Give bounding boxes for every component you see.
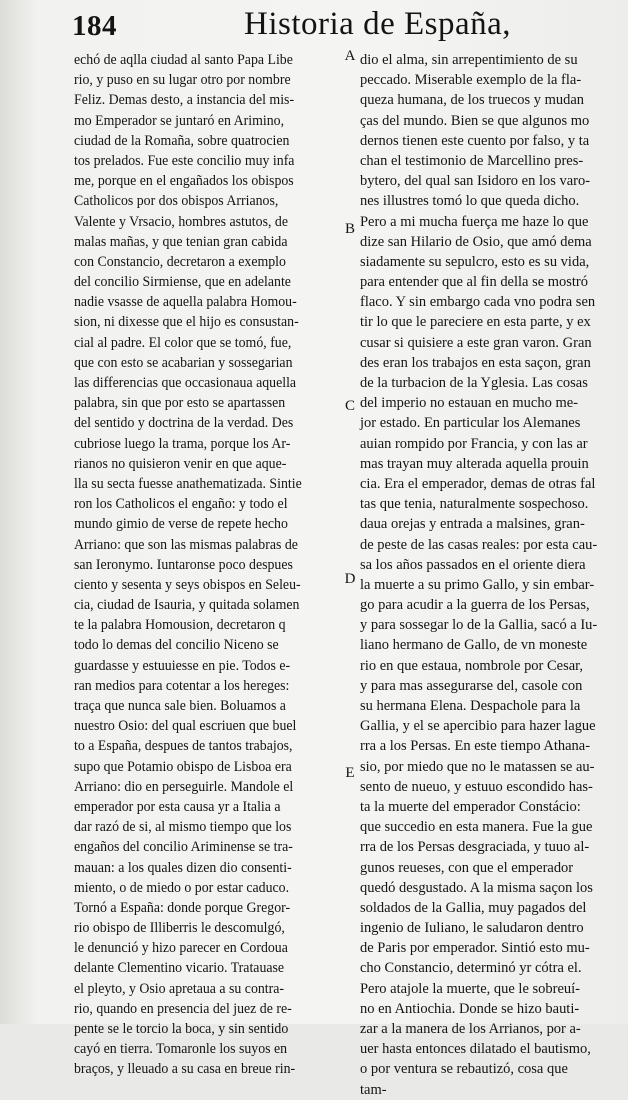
text-line: malas mañas, y que tenian gran cabida [74,233,288,250]
text-line: rianos no quisieron venir en que aque- [74,455,287,472]
text-line: engaños del concilio Ariminense se tra- [74,839,293,856]
margin-letter: E [345,765,355,781]
text-line: ta la muerte del emperador Constácio: [360,798,581,815]
text-line: Gallia, y el se apercibio para hazer lague [360,718,596,735]
page-header [0,4,628,48]
running-title: Historia de España, [244,6,512,42]
text-line: delante Clementino vicario. Tratauase [74,960,285,977]
text-line: Valente y Vrsacio, hombres astutos, de [74,213,288,230]
text-line: de peste de las casas reales: por esta cau- [360,536,598,553]
text-line: emperador por esta causa yr a Italia a [74,798,281,815]
text-line: cia. Era el emperador, demas de otras fal [360,475,596,492]
text-line: Feliz. Demas desto, a instancia del mis- [74,92,295,109]
text-line: tam- [360,1081,387,1098]
text-line: no en Antiochia. Donde se hizo bauti- [360,1000,580,1017]
text-line: rra a los Persas. En este tiempo Athana- [360,738,591,755]
text-line: del imperio no estauan en mucho me- [360,395,578,412]
text-line: ciudad de la Romaña, sobre quatrocien [74,132,290,149]
text-line: flaco. Y sin embargo cada vno podra sen [360,294,596,311]
left-column [74,50,350,1080]
text-line: dernos tienen este cuento por falso, y ta [360,132,590,149]
text-line: braços, y lleuado a su casa en breue rin- [74,1061,296,1078]
text-line: palabra, sin que por esto se apartassen [74,395,286,412]
text-line: quedó desgustado. A la misma saçon los [360,879,593,896]
margin-letter: D [344,571,356,587]
text-line: peccado. Miserable exemplo de la fla- [360,72,582,89]
text-line: miento, o de miedo o por estar caduco. [74,879,290,896]
text-line: mo Emperador se juntaró en Arimino, [74,112,285,129]
text-line: gunos reueses, con que el emperador [360,859,574,876]
text-line: zar a la manera de los Arrianos, por a- [360,1021,581,1037]
text-line: cusar si quisiere a este gran varon. Gran [360,334,592,351]
text-line: o por ventura se rebautizó, cosa que [360,1061,568,1078]
text-line: liano hermano de Gallo, de vn moneste [360,637,588,654]
text-line: siadamente su sepulcro, esto es su vida, [360,253,590,270]
text-line: Catholicos por dos obispos Arrianos, [74,193,279,210]
text-line: dize san Hilario de Osio, que amó dema [360,233,592,250]
text-line: nadie vsasse de aquella palabra Homou- [74,294,297,311]
text-line: que succedio en esta manera. Fue la gue [360,819,593,836]
text-line: el pleyto, y Osio apretaua a su contra- [74,980,285,997]
margin-letter: A [344,48,356,64]
text-line: ciento y sesenta y seys obispos en Seleu- [74,576,301,593]
right-column [360,50,620,1100]
text-line: le denunció y hizo parecer en Cordoua [74,940,288,957]
text-line: mundo gimio de verse de repete hecho [74,516,288,533]
text-line: sio, por miedo que no le matassen se au- [360,758,595,775]
text-line: supo que Potamio obispo de Lisboa era [74,758,292,775]
text-line: del concilio Sirmiense, que en adelante [74,274,291,291]
text-line: auian rompido por Francia, y con las ar [360,435,588,452]
text-line: go para acudir a la guerra de los Persas, [360,597,590,614]
margin-letters [338,0,362,1024]
text-line: y para sossegar lo de la Gallia, sacó a Iu- [360,617,598,634]
text-line: de la turbacion de la Yglesia. Las cosas [360,375,588,391]
text-line: sento de nueuo, y estuuo escondido has- [360,778,593,795]
text-line: con Constancio, decretaron a exemplo [74,253,286,270]
text-line: las differencias que occasionaua aquella [74,375,297,391]
text-line: y para mas assegurarse del, casole con [360,677,583,694]
text-line: de Paris por emperador. Sintió esto mu- [360,940,590,957]
text-line: to a España, despues de tantos trabajos, [74,738,293,755]
page-number: 184 [72,10,117,42]
text-line: lla su secta fuesse anathematizada. Sintie [74,475,302,492]
text-line: te la palabra Homousion, decretaron q [74,617,286,634]
text-line: rio, y puso en su lugar otro por nombre [74,72,291,89]
text-line: daua orejas y entrada a malsines, gran- [360,516,585,533]
text-line: dar razó de si, al mismo tiempo que los [74,819,292,836]
text-line: sa los años passados en el oriente diera [360,556,586,573]
text-line: su hermana Elena. Despachole para la [360,698,581,714]
text-line: me, porque en el engañados los obispos [74,173,294,190]
text-line: mauan: a los quales dizen dio consenti- [74,859,292,876]
text-line: rio en que estaua, nombrole por Cesar, [360,657,584,674]
text-line: que con esto se acabarian y sossegarian [74,354,293,371]
text-line: des eran los trabajos en esta saçon, gran [360,354,591,371]
text-line: san Ieronymo. Iuntaronse poco despues [74,556,293,573]
text-line: ran medios para cotentar a los hereges: [74,677,290,694]
text-line: Pero a mi mucha fuerça me haze lo que [360,213,589,230]
text-line: Pero atajole la muerte, que le sobreuí- [360,980,580,997]
text-line: cubriose luego la trama, porque los Ar- [74,435,291,452]
text-line: nes illustres tomó lo que queda dicho. [360,193,580,210]
text-line: rio obispo de Illiberris le descomulgó, [74,920,285,937]
text-line: tir lo que le pareciere en esta parte, y ex [360,314,591,331]
text-line: uer hasta entonces dilatado el bautismo, [360,1041,591,1058]
text-line: cayó en tierra. Tomaronle los suyos en [74,1041,288,1058]
text-line: chan el testimonio de Marcellino pres- [360,152,584,169]
text-line: pente se le torcio la boca, y sin sentido [74,1021,289,1037]
text-line: para entender que al fin della se mostró [360,274,588,291]
text-line: cho Constancio, determinó yr cótra el. [360,960,582,977]
text-line: mas trayan muy alterada aquella prouin [360,455,589,472]
text-line: Arriano: dio en perseguirle. Mandole el [74,778,294,795]
text-line: tos prelados. Fue este concilio muy infa [74,152,295,169]
text-line: dio el alma, sin arrepentimiento de su [360,52,578,68]
text-line: ças del mundo. Bien se que algunos mo [360,112,590,129]
text-line: echó de aqlla ciudad al santo Papa Libe [74,52,293,68]
text-line: queza humana, de los truecos y mudan [360,92,584,109]
text-line: sion, ni dixesse que el hijo es consustan- [74,314,299,331]
text-line: Arriano: que son las mismas palabras de [74,536,298,553]
margin-letter: C [344,398,355,414]
text-line: traça que nunca sale bien. Boluamos a [74,698,286,714]
text-line: ron los Catholicos el engaño: y todo el [74,496,288,513]
text-line: guardasse y estuuiesse en pie. Todos e- [74,657,291,674]
text-line: Tornó a España: donde porque Gregor- [74,899,291,916]
text-line: soldados de la Gallia, muy pagados del [360,899,587,916]
text-line: la muerte a su primo Gallo, y sin embar- [360,576,595,593]
text-line: cial al padre. El color que se tomó, fue, [74,334,292,351]
text-line: nuestro Osio: del qual escriuen que buel [74,718,297,735]
text-line: todo lo demas del concilio Niceno se [74,637,279,654]
text-line: rio, quando en presencia del juez de re- [74,1000,292,1017]
text-line: ingenio de Iuliano, le saludaron dentro [360,920,584,937]
margin-letter: B [344,221,355,237]
text-line: jor estado. En particular los Alemanes [360,415,581,432]
text-line: bytero, del qual san Isidoro en los varo- [360,173,591,190]
text-line: rra de los Persas desgraciada, y tuuo al- [360,839,590,856]
text-line: tas que tenia, naturalmente sospechoso. [360,496,589,513]
text-line: cia, ciudad de Isauria, y quitada solamen [74,597,300,614]
text-line: del sentido y doctrina de la verdad. Des [74,415,294,432]
